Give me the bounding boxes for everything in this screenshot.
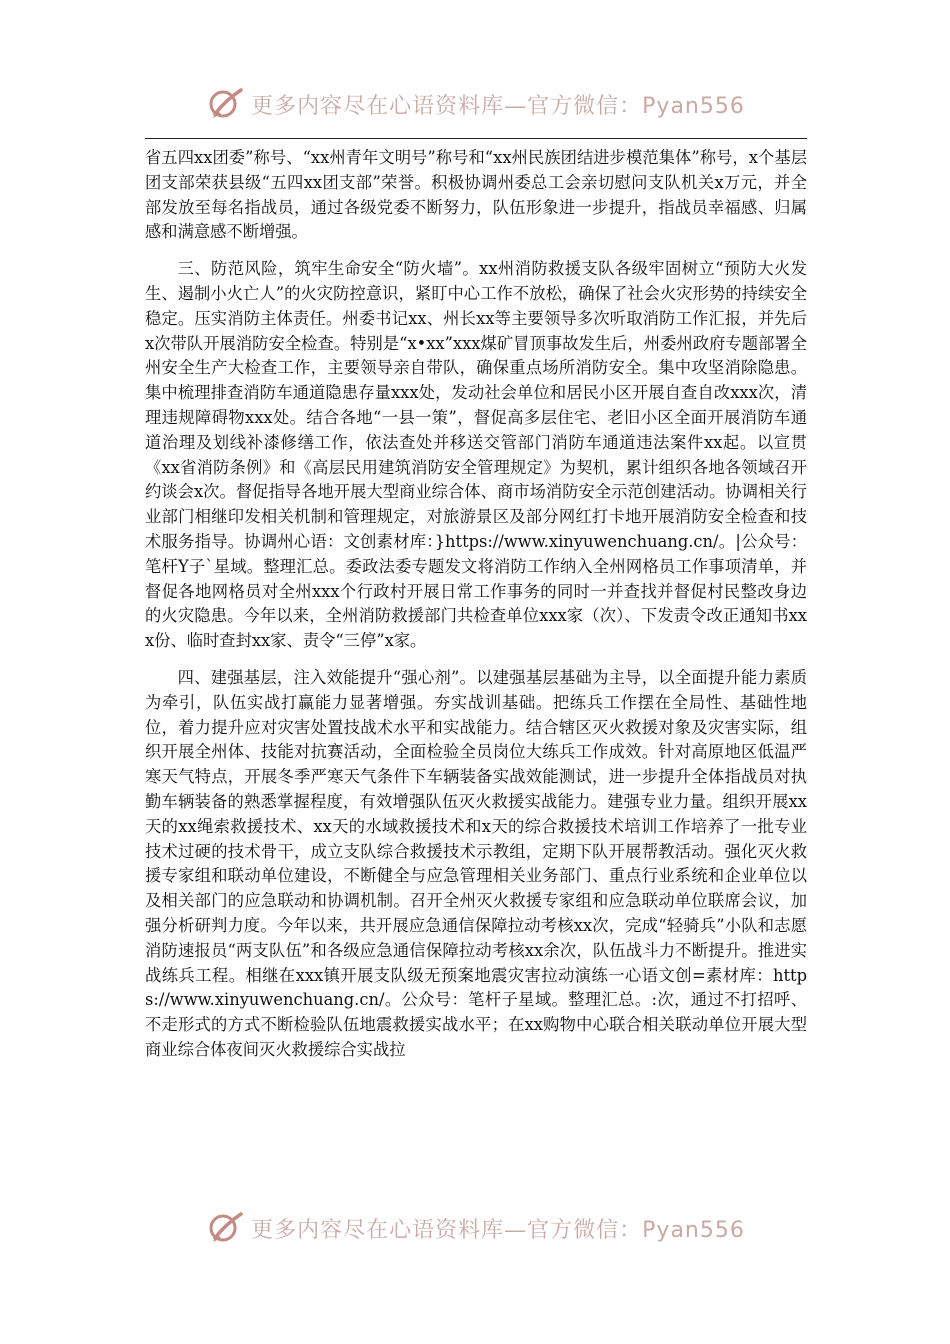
paragraph-1: 省五四xx团委”称号、“xx州青年文明号”称号和“xx州民族团结进步模范集体”称号，x个基层团支部荣获县级“五四xx团支部”荣誉。积极协调州委总工会亲切慰问支队机关x万元，并全部发放至每名指战员，通过各级党委不断努力，队伍形象进一步提升，指战员幸福感、归属感和满意感不断增强。 xyxy=(145,148,807,242)
pen-logo-icon xyxy=(205,1208,245,1248)
watermark-footer xyxy=(0,1206,950,1250)
pen-logo-icon xyxy=(205,84,245,124)
header-divider xyxy=(145,138,807,139)
watermark-header-id: Pyan556 xyxy=(642,93,745,119)
paragraph-3: 四、建强基层，注入效能提升“强心剂”。以建强基层基础为主导，以全面提升能力素质为牵引，队伍实战打赢能力显著增强。夯实战训基础。把练兵工作摆在全局性、基础性地位，着力提升应对灾害处置技战术水平和实战能力。结合辖区灭火救援对象及灾害实际，组织开展全州体、技能对抗赛活动，全面检验全员岗位大练兵工作成效。针对高原地区低温严寒天气特点，开展冬季严寒天气条件下车辆装备实战效能测试，进一步提升全体指战员对执勤车辆装备的熟悉掌握程度，有效增强队伍灭火救援实战能力。建强专业力量。组织开展xx天的xx绳索救援技术、xx天的水域救援技术和x天的综合救援技术培训工作培养了一批专业技术过硬的技术骨干，成立支队综合救援技术示教组，定期下队开展帮教活动。强化灭火救援专家组和联动单位建设，不断健全与应急管理相关业务部门、重点行业系统和企业单位以及相关部门的应急联动和协调机制。召开全州灭火救援专家组和应急联动单位联席会议，加强分析研判力度。今年以来，共开展应急通信保障拉动考核xx次，完成“轻骑兵”小队和志愿消防速报员“两支队伍”和各级应急通信保障拉动考核xx余次，队伍战斗力不断提升。推进实战练兵工程。相继在xxx镇开展支队级无预案地震灾害拉动演练一心语文创=素材库：https://www.xinyuwenchuang.cn/。公众号：笔杆子星域。整理汇总。:次，通过不打招呼、不走形式的方式不断检验队伍地震救援实战水平；在xx购物中心联合相关联动单位开展大型商业综合体夜间灭火救援综合实战拉 xyxy=(145,667,807,1059)
watermark-header xyxy=(0,82,950,126)
watermark-footer-text: 更多内容尽在心语资料库—官方微信：Pyan556 xyxy=(251,1217,745,1243)
document-body xyxy=(145,146,807,1063)
watermark-footer-id: Pyan556 xyxy=(642,1217,745,1243)
watermark-header-text: 更多内容尽在心语资料库—官方微信：Pyan556 xyxy=(251,93,745,119)
paragraph-2: 三、防范风险，筑牢生命安全“防火墙”。xx州消防救援支队各级牢固树立“预防大火发生、遏制小火亡人”的火灾防控意识，紧盯中心工作不放松，确保了社会火灾形势的持续安全稳定。压实消防主体责任。州委书记xx、州长xx等主要领导多次听取消防工作汇报，并先后x次带队开展消防安全检查。特别是“x•xx”xxx煤矿冒顶事故发生后，州委州政府专题部署全州安全生产大检查工作，主要领导亲自带队，确保重点场所消防安全。集中攻坚消除隐患。集中梳理排查消防车通道隐患存量xxx处，发动社会单位和居民小区开展自查自改xxx次，清理违规障碍物xxx处。结合各地“一县一策”，督促高多层住宅、老旧小区全面开展消防车通道治理及划线补漆修缮工作，依法查处并移送交管部门消防车通道违法案件xx起。以宣贯《xx省消防条例》和《高层民用建筑消防安全管理规定》为契机，累计组织各地各领域召开约谈会x次。督促指导各地开展大型商业综合体、商市场消防安全示范创建活动。协调相关行业部门相继印发相关机制和管理规定，对旅游景区及部分网红打卡地开展消防安全检查和技术服务指导。协调州心语：文创素材库：}https://www.xinyuwenchuang.cn/。|公众号：笔杆Y子`星域。整理汇总。委政法委专题发文将消防工作纳入全州网格员工作事项清单，并督促各地网格员对全州xxx个行政村开展日常工作事务的同时一并查找并督促村民整改身边的火灾隐患。今年以来，全州消防救援部门共检查单位xxx家（次）、下发责令改正通知书xxx份、临时查封xx家、责令“三停”x家。 xyxy=(145,259,807,651)
